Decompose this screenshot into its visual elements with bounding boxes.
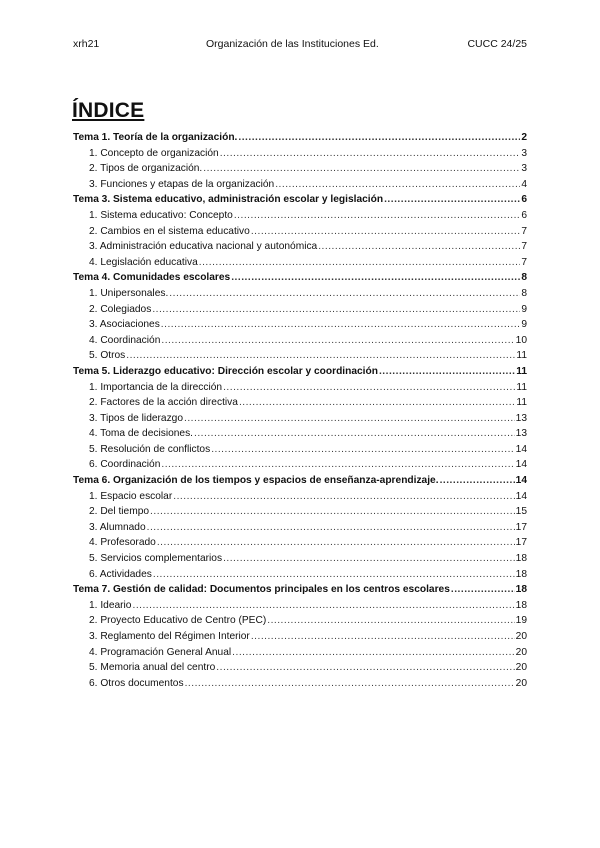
toc-page-number: 9 bbox=[521, 319, 527, 331]
toc-page-number: 20 bbox=[515, 677, 527, 689]
toc-section-entry[interactable] bbox=[73, 208, 527, 224]
toc-page-number: 8 bbox=[521, 287, 527, 299]
toc-dot-leader bbox=[223, 551, 515, 567]
toc-dot-leader bbox=[132, 598, 514, 614]
toc-dot-leader bbox=[153, 567, 515, 583]
toc-dot-leader bbox=[451, 582, 515, 598]
toc-dot-leader bbox=[161, 317, 521, 333]
toc-dot-leader bbox=[275, 177, 520, 193]
toc-page-number: 3 bbox=[521, 163, 527, 175]
toc-entry-label: 3. Funciones y etapas de la organización bbox=[89, 178, 275, 190]
toc-chapter-entry[interactable] bbox=[73, 582, 527, 598]
toc-entry-label: 6. Coordinación bbox=[89, 459, 161, 471]
toc-section-entry[interactable] bbox=[73, 177, 527, 193]
toc-page-number: 17 bbox=[515, 521, 527, 533]
toc-dot-leader bbox=[161, 457, 514, 473]
toc-section-entry[interactable] bbox=[73, 551, 527, 567]
toc-section-entry[interactable] bbox=[73, 520, 527, 536]
toc-section-entry[interactable] bbox=[73, 535, 527, 551]
toc-entry-label: 1. Importancia de la dirección bbox=[89, 381, 223, 393]
toc-dot-leader bbox=[251, 224, 521, 240]
toc-page-number: 7 bbox=[521, 256, 527, 268]
toc-page-number: 17 bbox=[515, 537, 527, 549]
toc-dot-leader bbox=[234, 208, 520, 224]
toc-page-number: 18 bbox=[515, 599, 527, 611]
toc-section-entry[interactable] bbox=[73, 302, 527, 318]
toc-section-entry[interactable] bbox=[73, 676, 527, 692]
toc-dot-leader bbox=[185, 676, 515, 692]
toc-section-entry[interactable] bbox=[73, 380, 527, 396]
toc-dot-leader bbox=[199, 255, 521, 271]
index-title: ÍNDICE bbox=[72, 99, 145, 122]
toc-page-number: 7 bbox=[521, 225, 527, 237]
toc-entry-label: 3. Asociaciones bbox=[89, 319, 160, 331]
toc-page-number: 18 bbox=[515, 553, 527, 565]
toc-dot-leader bbox=[384, 192, 520, 208]
toc-page-number: 18 bbox=[515, 568, 527, 580]
toc-page-number: 13 bbox=[515, 412, 527, 424]
toc-dot-leader bbox=[203, 161, 520, 177]
toc-entry-label: 4. Programación General Anual bbox=[89, 646, 232, 658]
toc-dot-leader bbox=[232, 645, 515, 661]
toc-page-number: 10 bbox=[515, 334, 527, 346]
toc-page-number: 11 bbox=[516, 350, 527, 362]
toc-dot-leader bbox=[147, 520, 515, 536]
toc-section-entry[interactable] bbox=[73, 255, 527, 271]
toc-chapter-entry[interactable] bbox=[73, 364, 527, 380]
toc-dot-leader bbox=[267, 613, 514, 629]
toc-entry-label: 2. Proyecto Educativo de Centro (PEC) bbox=[89, 615, 267, 627]
toc-dot-leader bbox=[231, 270, 520, 286]
toc-dot-leader bbox=[216, 660, 514, 676]
toc-entry-label: Tema 1. Teoría de la organización. bbox=[73, 132, 238, 143]
header-author: xrh21 bbox=[73, 38, 100, 50]
toc-section-entry[interactable] bbox=[73, 629, 527, 645]
toc-page-number: 14 bbox=[515, 490, 527, 502]
toc-entry-label: 5. Servicios complementarios bbox=[89, 553, 223, 565]
toc-page-number: 20 bbox=[515, 631, 527, 642]
toc-page-number: 11 bbox=[516, 397, 527, 409]
toc-entry-label: 4. Legislación educativa bbox=[89, 256, 198, 268]
toc-dot-leader bbox=[161, 333, 514, 349]
toc-entry-label: 2. Tipos de organización. bbox=[89, 163, 203, 175]
toc-entry-label: 3. Alumnado bbox=[89, 521, 146, 533]
toc-chapter-entry[interactable] bbox=[73, 192, 527, 208]
toc-entry-label: 4. Toma de decisiones. bbox=[89, 428, 194, 440]
toc-page-number: 11 bbox=[516, 365, 527, 377]
toc-section-entry[interactable] bbox=[73, 411, 527, 427]
toc-entry-label: 5. Resolución de conflictos bbox=[89, 443, 211, 455]
toc-section-entry[interactable] bbox=[73, 567, 527, 583]
toc-dot-leader bbox=[184, 411, 515, 427]
toc-page-number: 9 bbox=[521, 303, 527, 315]
toc-entry-label: 1. Concepto de organización bbox=[89, 147, 219, 159]
toc-dot-leader bbox=[173, 489, 514, 505]
toc-page-number: 11 bbox=[516, 381, 527, 393]
toc-section-entry[interactable] bbox=[73, 442, 527, 458]
toc-page-number: 3 bbox=[521, 147, 527, 159]
toc-page-number: 7 bbox=[521, 241, 527, 253]
toc-section-entry[interactable] bbox=[73, 286, 527, 302]
toc-page-number: 8 bbox=[521, 272, 527, 284]
toc-section-entry[interactable] bbox=[73, 660, 527, 676]
toc-entry-label: 5. Memoria anual del centro bbox=[89, 662, 216, 674]
toc-entry-label: 1. Espacio escolar bbox=[89, 490, 173, 502]
toc-entry-label: Tema 3. Sistema educativo, administración escolar y legislación bbox=[73, 194, 384, 206]
toc-section-entry[interactable] bbox=[73, 146, 527, 162]
toc-entry-label: 1. Unipersonales. bbox=[89, 287, 169, 299]
toc-dot-leader bbox=[223, 380, 515, 396]
toc-entry-label: Tema 7. Gestión de calidad: Documentos principales en los centros escolares bbox=[73, 584, 450, 596]
toc-dot-leader bbox=[150, 504, 515, 520]
toc-dot-leader bbox=[220, 146, 521, 162]
toc-entry-label: 4. Coordinación bbox=[89, 334, 161, 346]
header-course-title: Organización de las Instituciones Ed. bbox=[206, 38, 379, 50]
toc-chapter-entry[interactable] bbox=[73, 473, 527, 489]
toc-dot-leader bbox=[169, 286, 520, 302]
toc-page-number: 4 bbox=[521, 178, 527, 190]
toc-page-number: 20 bbox=[515, 662, 527, 674]
toc-entry-label: 2. Colegiados bbox=[89, 303, 152, 315]
toc-page-number: 15 bbox=[515, 506, 527, 518]
toc-page-number: 6 bbox=[521, 209, 527, 221]
toc-entry-label: Tema 6. Organización de los tiempos y espacios de enseñanza-aprendizaje. bbox=[73, 475, 439, 487]
toc-section-entry[interactable] bbox=[73, 348, 527, 364]
toc-section-entry[interactable] bbox=[73, 224, 527, 240]
toc-page-number: 14 bbox=[515, 459, 527, 471]
toc-section-entry[interactable] bbox=[73, 239, 527, 255]
toc-entry-label: 2. Cambios en el sistema educativo bbox=[89, 225, 250, 237]
toc-entry-label: 3. Reglamento del Régimen Interior bbox=[89, 631, 250, 642]
toc-page-number: 2 bbox=[521, 132, 527, 143]
header-course-code: CUCC 24/25 bbox=[467, 38, 527, 50]
toc-section-entry[interactable] bbox=[73, 645, 527, 661]
toc-page-number: 14 bbox=[515, 443, 527, 455]
toc-dot-leader bbox=[251, 629, 515, 645]
toc-dot-leader bbox=[239, 395, 515, 411]
toc-section-entry[interactable] bbox=[73, 457, 527, 473]
toc-entry-label: 6. Actividades bbox=[89, 568, 152, 580]
toc-page-number: 18 bbox=[515, 584, 527, 596]
toc-section-entry[interactable] bbox=[73, 613, 527, 629]
toc-section-entry[interactable] bbox=[73, 161, 527, 177]
toc-entry-label: 1. Sistema educativo: Concepto bbox=[89, 209, 233, 221]
toc-page-number: 6 bbox=[521, 194, 527, 206]
toc-entry-label: 3. Tipos de liderazgo bbox=[89, 412, 184, 424]
toc-page-number: 20 bbox=[515, 646, 527, 658]
toc-dot-leader bbox=[318, 239, 520, 255]
toc-entry-label: Tema 5. Liderazgo educativo: Dirección escolar y coordinación bbox=[73, 365, 378, 377]
table-of-contents bbox=[73, 130, 527, 691]
toc-page-number: 19 bbox=[515, 615, 527, 627]
page-header bbox=[73, 37, 527, 51]
toc-chapter-entry[interactable] bbox=[73, 130, 527, 146]
toc-page-number: 13 bbox=[515, 428, 527, 440]
toc-dot-leader bbox=[152, 302, 520, 318]
toc-section-entry[interactable] bbox=[73, 598, 527, 614]
toc-section-entry[interactable] bbox=[73, 426, 527, 442]
toc-dot-leader bbox=[157, 535, 515, 551]
toc-entry-label: 6. Otros documentos bbox=[89, 677, 184, 689]
toc-dot-leader bbox=[238, 130, 520, 146]
toc-dot-leader bbox=[194, 426, 515, 442]
toc-dot-leader bbox=[211, 442, 514, 458]
toc-dot-leader bbox=[440, 473, 515, 489]
toc-page-number: 14 bbox=[515, 475, 527, 487]
toc-entry-label: 2. Del tiempo bbox=[89, 506, 150, 518]
toc-entry-label: 3. Administración educativa nacional y autonómica bbox=[89, 241, 318, 253]
toc-entry-label: 2. Factores de la acción directiva bbox=[89, 397, 238, 409]
toc-entry-label: Tema 4. Comunidades escolares bbox=[73, 272, 231, 284]
toc-section-entry[interactable] bbox=[73, 395, 527, 411]
toc-entry-label: 1. Ideario bbox=[89, 599, 132, 611]
toc-section-entry[interactable] bbox=[73, 504, 527, 520]
toc-entry-label: 5. Otros bbox=[89, 350, 126, 362]
toc-dot-leader bbox=[126, 348, 515, 364]
toc-section-entry[interactable] bbox=[73, 333, 527, 349]
toc-section-entry[interactable] bbox=[73, 317, 527, 333]
toc-dot-leader bbox=[379, 364, 515, 380]
toc-section-entry[interactable] bbox=[73, 489, 527, 505]
toc-entry-label: 4. Profesorado bbox=[89, 537, 156, 549]
toc-chapter-entry[interactable] bbox=[73, 270, 527, 286]
